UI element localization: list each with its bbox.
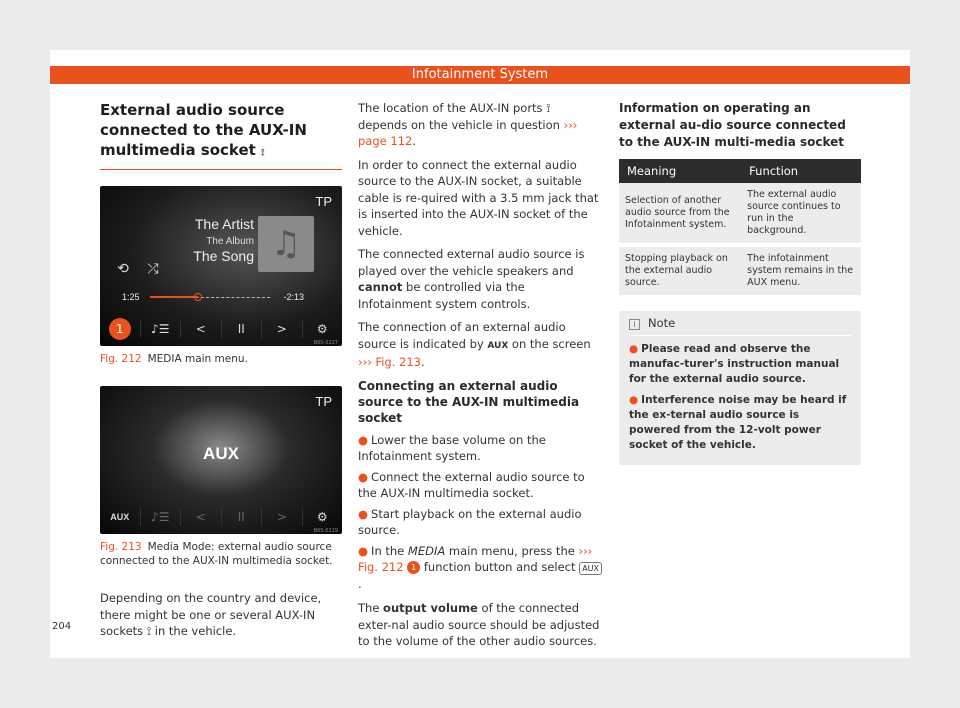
figure-number: Fig. 213 (100, 541, 142, 553)
bullet-dot: ● (358, 432, 369, 447)
table-cell: The external audio source continues to run in the background. (741, 183, 861, 245)
figure-code: B6S-0229 (313, 528, 338, 534)
table-row (619, 245, 861, 297)
aux-label: AUX (487, 340, 509, 351)
figure-code: B6S-0227 (313, 340, 338, 346)
previous-icon[interactable]: < (180, 320, 221, 338)
tp-indicator: TP (315, 394, 332, 409)
right-column (619, 100, 861, 465)
bullet-dot: ● (629, 343, 639, 355)
pause-icon[interactable]: II (221, 320, 262, 338)
text: be controlled via the Infotainment system controls. (358, 280, 531, 311)
section-heading-text: External audio source connected to the AUX-IN multimedia socket (100, 101, 307, 159)
figure-link[interactable]: ››› Fig. 212 (358, 543, 593, 574)
song-label: The Song (193, 248, 254, 264)
previous-icon: < (180, 508, 221, 526)
bullet-dot: ● (629, 394, 639, 406)
text: The connected external audio source is played over the vehicle speakers and (358, 247, 585, 278)
info-table (619, 159, 861, 299)
text: The (358, 601, 384, 615)
bullet-dot: ● (358, 543, 369, 558)
playlist-icon[interactable]: ♪☰ (140, 320, 181, 338)
settings-gear-icon[interactable]: ⚙ (302, 320, 343, 338)
text: The connection of an external audio source is indicated by (358, 320, 566, 351)
table-cell: Selection of another audio source from the Infotainment system. (619, 183, 741, 245)
tp-indicator: TP (315, 194, 332, 209)
column-header: Meaning (619, 159, 741, 183)
bullet-item (358, 469, 602, 502)
table-cell: Stopping playback on the external audio source. (619, 245, 741, 297)
callout-1: 1 (407, 561, 420, 574)
table-row (619, 183, 861, 245)
bullet-dot: ● (358, 469, 369, 484)
next-icon: > (261, 508, 302, 526)
pause-icon: II (221, 508, 262, 526)
artist-label: The Artist (194, 216, 254, 232)
paragraph (358, 100, 602, 150)
aux-source-label: AUX (203, 444, 239, 463)
text: Please read and observe the manufac-turer's instruction manual for the external audio source. (629, 343, 840, 385)
bullet-dot: ● (358, 506, 369, 521)
callout-1: 1 (109, 318, 131, 340)
note-item (629, 342, 851, 387)
column-header: Function (741, 159, 861, 183)
emphasis: output volume (383, 601, 478, 615)
text: The location of the AUX-IN ports ⟟ depends on the vehicle in question (358, 101, 564, 132)
text: Connect the external audio source to the AUX-IN multimedia socket. (358, 469, 585, 500)
paragraph (358, 246, 602, 312)
elapsed-time: 1:25 (122, 292, 140, 302)
note-item (629, 393, 851, 453)
text: Lower the base volume on the Infotainment system. (358, 432, 546, 463)
remaining-time: -2:13 (283, 292, 304, 302)
paragraph (358, 600, 602, 650)
text: on the screen (508, 336, 591, 351)
left-column (100, 100, 342, 646)
menu-name: MEDIA (407, 543, 446, 558)
text: Start playback on the external audio source. (358, 506, 582, 537)
figure-link[interactable]: ››› Fig. 213 (358, 355, 421, 369)
text: Interference noise may be heard if the ex-ternal audio source is powered from the 12-volt power socket of the vehicle. (629, 394, 847, 451)
repeat-icon[interactable]: ⟲ (117, 261, 129, 277)
media-toolbar (100, 316, 342, 342)
text: In the (371, 543, 408, 558)
middle-column (358, 100, 602, 657)
figure-caption-text: MEDIA main menu. (147, 353, 248, 365)
info-icon: i (629, 319, 640, 330)
aux-screen-figure (100, 386, 342, 534)
aux-socket-icon: ⟟ (261, 148, 265, 158)
settings-gear-icon[interactable]: ⚙ (302, 508, 343, 526)
text: main menu, press the (445, 543, 579, 558)
figure-caption-text: Media Mode: external audio source connected to the AUX-IN multimedia socket. (100, 541, 333, 567)
table-header-row (619, 159, 861, 183)
media-screen-figure (100, 186, 342, 346)
text: of the connected exter-nal audio source should be adjusted to the volume of the other audio sources. (358, 601, 600, 648)
paragraph: In order to connect the external audio source to the AUX-IN socket, a suitable cable is re-quired with a 3.5 mm jack that is inserted into the AUX-IN socket of the vehicle. (358, 157, 599, 238)
text: . (358, 576, 362, 591)
subheading: Connecting an external audio source to the AUX-IN multimedia socket (358, 378, 580, 425)
section-heading (100, 100, 342, 170)
page-header: Infotainment System (50, 66, 910, 84)
playlist-icon: ♪☰ (140, 508, 181, 526)
source-button[interactable] (100, 318, 140, 340)
paragraph (358, 319, 602, 371)
bullet-item (358, 506, 602, 539)
shuffle-icon[interactable]: ⤮ (147, 261, 159, 277)
note-header (629, 311, 851, 336)
bullet-item (358, 432, 602, 465)
page-link[interactable]: ››› page 112 (358, 117, 578, 148)
figure-caption (100, 540, 342, 568)
text: function button and select (420, 560, 580, 574)
emphasis: cannot (358, 280, 403, 294)
album-label: The Album (206, 236, 254, 247)
figure-caption (100, 352, 342, 366)
note-title: Note (648, 316, 676, 330)
figure-number: Fig. 212 (100, 353, 142, 365)
text: . (412, 134, 416, 148)
media-toolbar (100, 504, 342, 530)
page-number: 204 (52, 621, 72, 632)
subheading: Information on operating an external au-dio source connected to the AUX-IN multi-media socket (619, 101, 846, 149)
table-cell: The infotainment system remains in the AUX menu. (741, 245, 861, 297)
aux-key: AUX (579, 562, 602, 575)
text: . (421, 355, 425, 369)
progress-knob[interactable] (194, 293, 202, 301)
aux-source-button[interactable]: AUX (110, 512, 130, 522)
progress-fill (150, 296, 198, 298)
bullet-item (358, 543, 602, 593)
intro-paragraph: Depending on the country and device, there might be one or several AUX-IN sockets ⟟ in the vehicle. (100, 591, 322, 638)
note-box (619, 311, 861, 465)
next-icon[interactable]: > (261, 320, 302, 338)
music-note-icon: ♫ (258, 216, 314, 272)
